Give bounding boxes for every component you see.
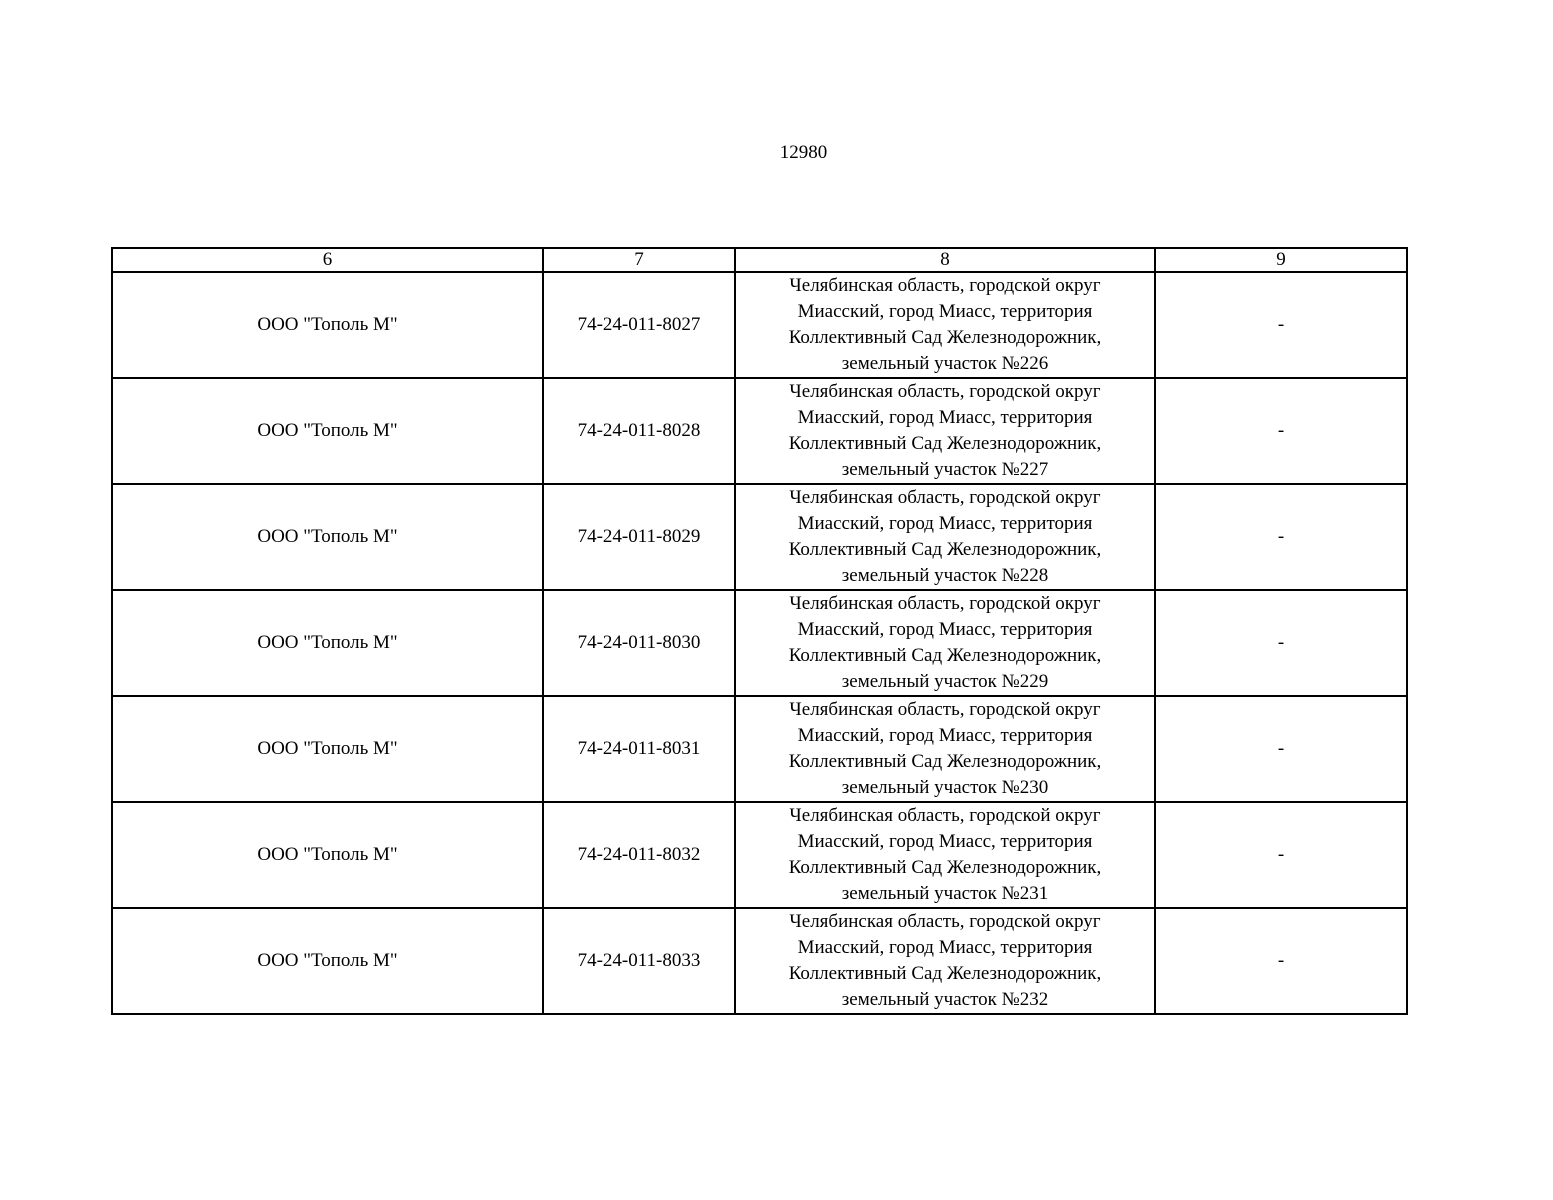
page-number: 12980 [779, 142, 828, 163]
address-line: земельный участок №226 [841, 353, 1049, 374]
address-line: Миасский, город Миасс, территория [797, 937, 1093, 958]
address-line: Миасский, город Миасс, территория [797, 725, 1093, 746]
note-cell: - [1155, 272, 1407, 378]
number-cell: 74-24-011-8028 [543, 378, 735, 484]
address-line: Челябинская область, городской округ [789, 275, 1101, 296]
address-line: Миасский, город Миасс, территория [797, 513, 1093, 534]
address-line: Коллективный Сад Железнодорожник, [788, 645, 1102, 666]
table-row [112, 696, 1407, 802]
note-cell: - [1155, 484, 1407, 590]
address-line: Миасский, город Миасс, территория [797, 619, 1093, 640]
address-line: земельный участок №231 [841, 883, 1049, 904]
address-cell [735, 378, 1155, 484]
number-cell: 74-24-011-8027 [543, 272, 735, 378]
address-cell [735, 696, 1155, 802]
table-row [112, 272, 1407, 378]
table-row [112, 590, 1407, 696]
address-line: Челябинская область, городской округ [789, 487, 1101, 508]
table-row [112, 378, 1407, 484]
address-line: Коллективный Сад Железнодорожник, [788, 433, 1102, 454]
address-line: Коллективный Сад Железнодорожник, [788, 963, 1102, 984]
number-cell: 74-24-011-8030 [543, 590, 735, 696]
note-cell: - [1155, 696, 1407, 802]
address-line: земельный участок №227 [841, 459, 1049, 480]
address-line: Челябинская область, городской округ [789, 593, 1101, 614]
table-row [112, 484, 1407, 590]
owner-cell: ООО "Тополь М" [112, 802, 543, 908]
table-header-row [112, 248, 1407, 272]
address-cell [735, 484, 1155, 590]
number-cell: 74-24-011-8031 [543, 696, 735, 802]
owner-cell: ООО "Тополь М" [112, 908, 543, 1014]
note-cell: - [1155, 378, 1407, 484]
number-cell: 74-24-011-8033 [543, 908, 735, 1014]
owner-cell: ООО "Тополь М" [112, 272, 543, 378]
address-line: Коллективный Сад Железнодорожник, [788, 327, 1102, 348]
number-cell: 74-24-011-8032 [543, 802, 735, 908]
table-row [112, 802, 1407, 908]
number-cell: 74-24-011-8029 [543, 484, 735, 590]
address-line: Коллективный Сад Железнодорожник, [788, 857, 1102, 878]
registry-table [111, 247, 1408, 1015]
owner-cell: ООО "Тополь М" [112, 484, 543, 590]
address-cell [735, 908, 1155, 1014]
table-row [112, 908, 1407, 1014]
address-line: земельный участок №229 [841, 671, 1049, 692]
address-cell [735, 272, 1155, 378]
column-header: 6 [112, 248, 543, 272]
address-cell [735, 802, 1155, 908]
address-line: Челябинская область, городской округ [789, 805, 1101, 826]
owner-cell: ООО "Тополь М" [112, 696, 543, 802]
note-cell: - [1155, 908, 1407, 1014]
note-cell: - [1155, 802, 1407, 908]
address-line: Миасский, город Миасс, территория [797, 407, 1093, 428]
address-line: Челябинская область, городской округ [789, 911, 1101, 932]
address-line: Миасский, город Миасс, территория [797, 301, 1093, 322]
note-cell: - [1155, 590, 1407, 696]
address-line: Коллективный Сад Железнодорожник, [788, 751, 1102, 772]
address-line: Челябинская область, городской округ [789, 381, 1101, 402]
address-line: Коллективный Сад Железнодорожник, [788, 539, 1102, 560]
column-header: 9 [1155, 248, 1407, 272]
address-line: земельный участок №230 [841, 777, 1049, 798]
column-header: 7 [543, 248, 735, 272]
owner-cell: ООО "Тополь М" [112, 590, 543, 696]
address-line: земельный участок №228 [841, 565, 1049, 586]
address-cell [735, 590, 1155, 696]
address-line: Челябинская область, городской округ [789, 699, 1101, 720]
owner-cell: ООО "Тополь М" [112, 378, 543, 484]
address-line: земельный участок №232 [841, 989, 1049, 1010]
column-header: 8 [735, 248, 1155, 272]
address-line: Миасский, город Миасс, территория [797, 831, 1093, 852]
